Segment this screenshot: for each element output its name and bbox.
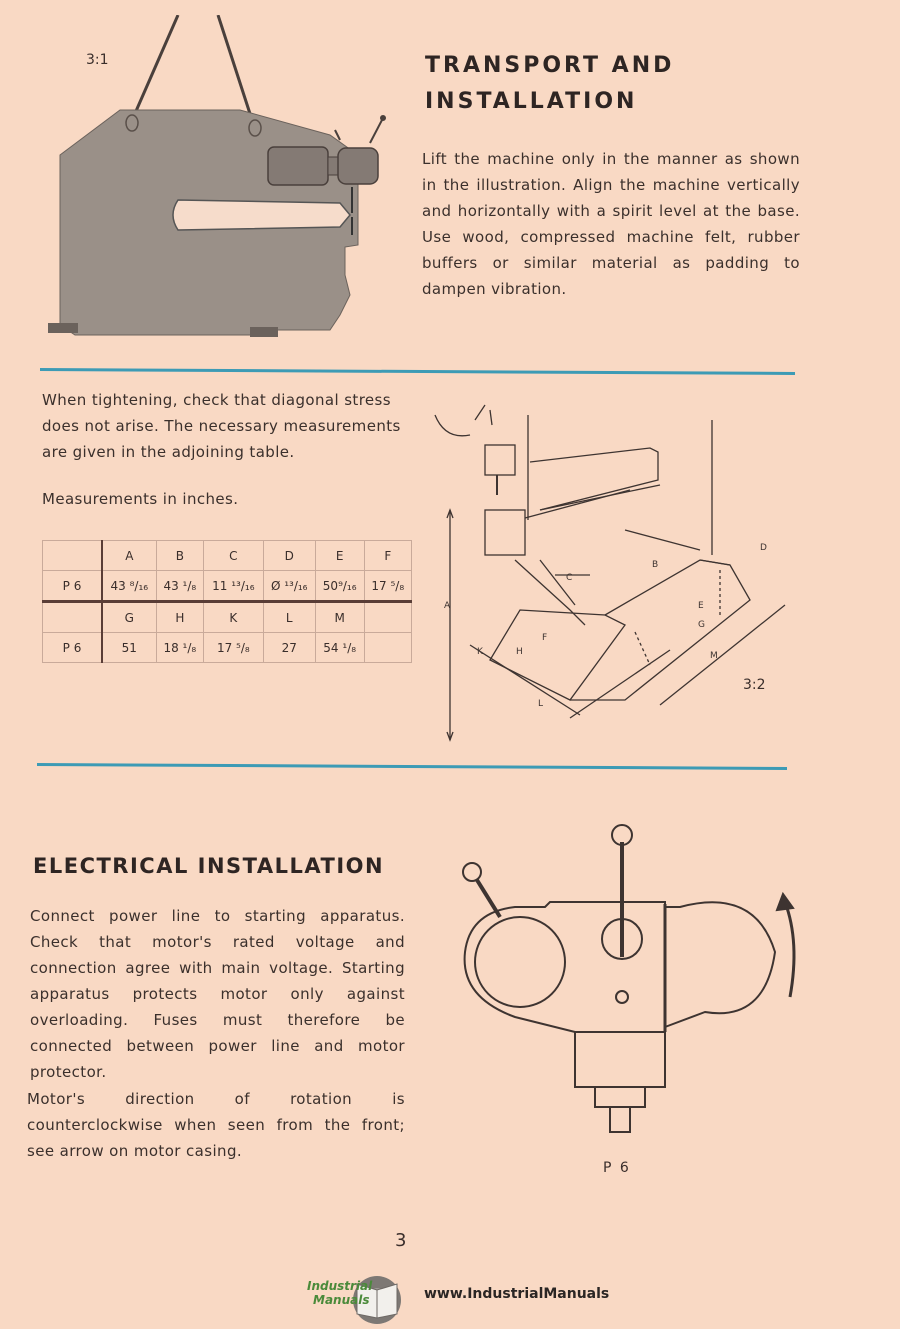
- column-header-k: K: [204, 602, 264, 633]
- logo-text-line2: Manuals: [313, 1293, 370, 1307]
- table-header-row-2: [43, 602, 412, 633]
- svg-text:K: K: [477, 647, 483, 657]
- base-dimension-diagram: [430, 400, 810, 745]
- svg-text:G: G: [698, 620, 705, 630]
- machine-lifting-illustration: [40, 15, 400, 345]
- column-header-b: B: [156, 541, 203, 571]
- tightening-paragraph: When tightening, check that diagonal stress does not arise. The necessary measurements are given in the adjoining table.: [42, 391, 401, 461]
- column-header-g: G: [102, 602, 156, 633]
- column-header-l: L: [263, 602, 315, 633]
- figure-label-3-1: 3:1: [86, 52, 109, 68]
- table-row-p6-2: [43, 633, 412, 663]
- measurement-table: [42, 540, 412, 663]
- svg-text:C: C: [566, 573, 573, 583]
- heading-transport-line1: TRANSPORT AND: [425, 53, 675, 78]
- value-g: 51: [102, 633, 156, 663]
- row-label: P 6: [43, 633, 103, 663]
- figure-label-p6: P 6: [603, 1160, 631, 1176]
- value-l: 27: [263, 633, 315, 663]
- figure-label-3-2: 3:2: [743, 677, 766, 693]
- footer-url[interactable]: www.IndustrialManuals: [424, 1286, 610, 1302]
- value-k: 17 ⁵/₈: [204, 633, 264, 663]
- value-e: 50⁹/₁₆: [315, 571, 364, 602]
- heading-transport-line2: INSTALLATION: [425, 89, 638, 114]
- value-m: 54 ¹/₈: [315, 633, 364, 663]
- svg-text:E: E: [698, 601, 704, 611]
- column-header-e: E: [315, 541, 364, 571]
- section-divider-2: [37, 763, 787, 770]
- value-d: Ø ¹³/₁₆: [263, 571, 315, 602]
- value-h: 18 ¹/₈: [156, 633, 203, 663]
- svg-text:L: L: [538, 699, 544, 709]
- page-number: 3: [395, 1230, 407, 1251]
- column-header-h: H: [156, 602, 203, 633]
- svg-text:F: F: [542, 633, 548, 643]
- svg-text:M: M: [710, 651, 718, 661]
- value-c: 11 ¹³/₁₆: [204, 571, 264, 602]
- industrial-manuals-logo: [305, 1272, 415, 1324]
- electrical-paragraph-1: Connect power line to starting apparatus. Check that motor's rated voltage and connection agree with main voltage. Starting apparatus protects motor only against overloading. Fuses must therefore be connected between power line and motor protector.: [30, 907, 405, 1081]
- table-cell: [43, 602, 103, 633]
- column-header-a: A: [102, 541, 156, 571]
- value-f: 17 ⁵/₈: [364, 571, 411, 602]
- table-header-row-1: [43, 541, 412, 571]
- svg-text:A: A: [444, 601, 451, 611]
- units-note: Measurements in inches.: [42, 490, 239, 508]
- row-label: P 6: [43, 571, 103, 602]
- column-header-c: C: [204, 541, 264, 571]
- table-cell: [364, 633, 411, 663]
- svg-text:H: H: [516, 647, 523, 657]
- electrical-paragraph-2: Motor's direction of rotation is counterclockwise when seen from the front; see arrow on motor casing.: [27, 1090, 405, 1160]
- column-header-d: D: [263, 541, 315, 571]
- column-header-f: F: [364, 541, 411, 571]
- svg-text:B: B: [652, 560, 659, 570]
- motor-casing-illustration: [455, 822, 805, 1152]
- value-a: 43 ⁸/₁₆: [102, 571, 156, 602]
- value-b: 43 ¹/₈: [156, 571, 203, 602]
- table-row-p6-1: [43, 571, 412, 602]
- section-divider-1: [40, 368, 795, 375]
- table-cell: [43, 541, 103, 571]
- table-cell: [364, 602, 411, 633]
- column-header-m: M: [315, 602, 364, 633]
- transport-paragraph: Lift the machine only in the manner as shown in the illustration. Align the machine vertically and horizontally with a spirit level at the base. Use wood, compressed machine felt, rubber buffers or similar material as padding to dampen vibration.: [422, 150, 800, 298]
- heading-electrical: ELECTRICAL INSTALLATION: [33, 854, 385, 878]
- svg-text:D: D: [760, 543, 767, 553]
- logo-text-line1: Industrial: [307, 1279, 373, 1293]
